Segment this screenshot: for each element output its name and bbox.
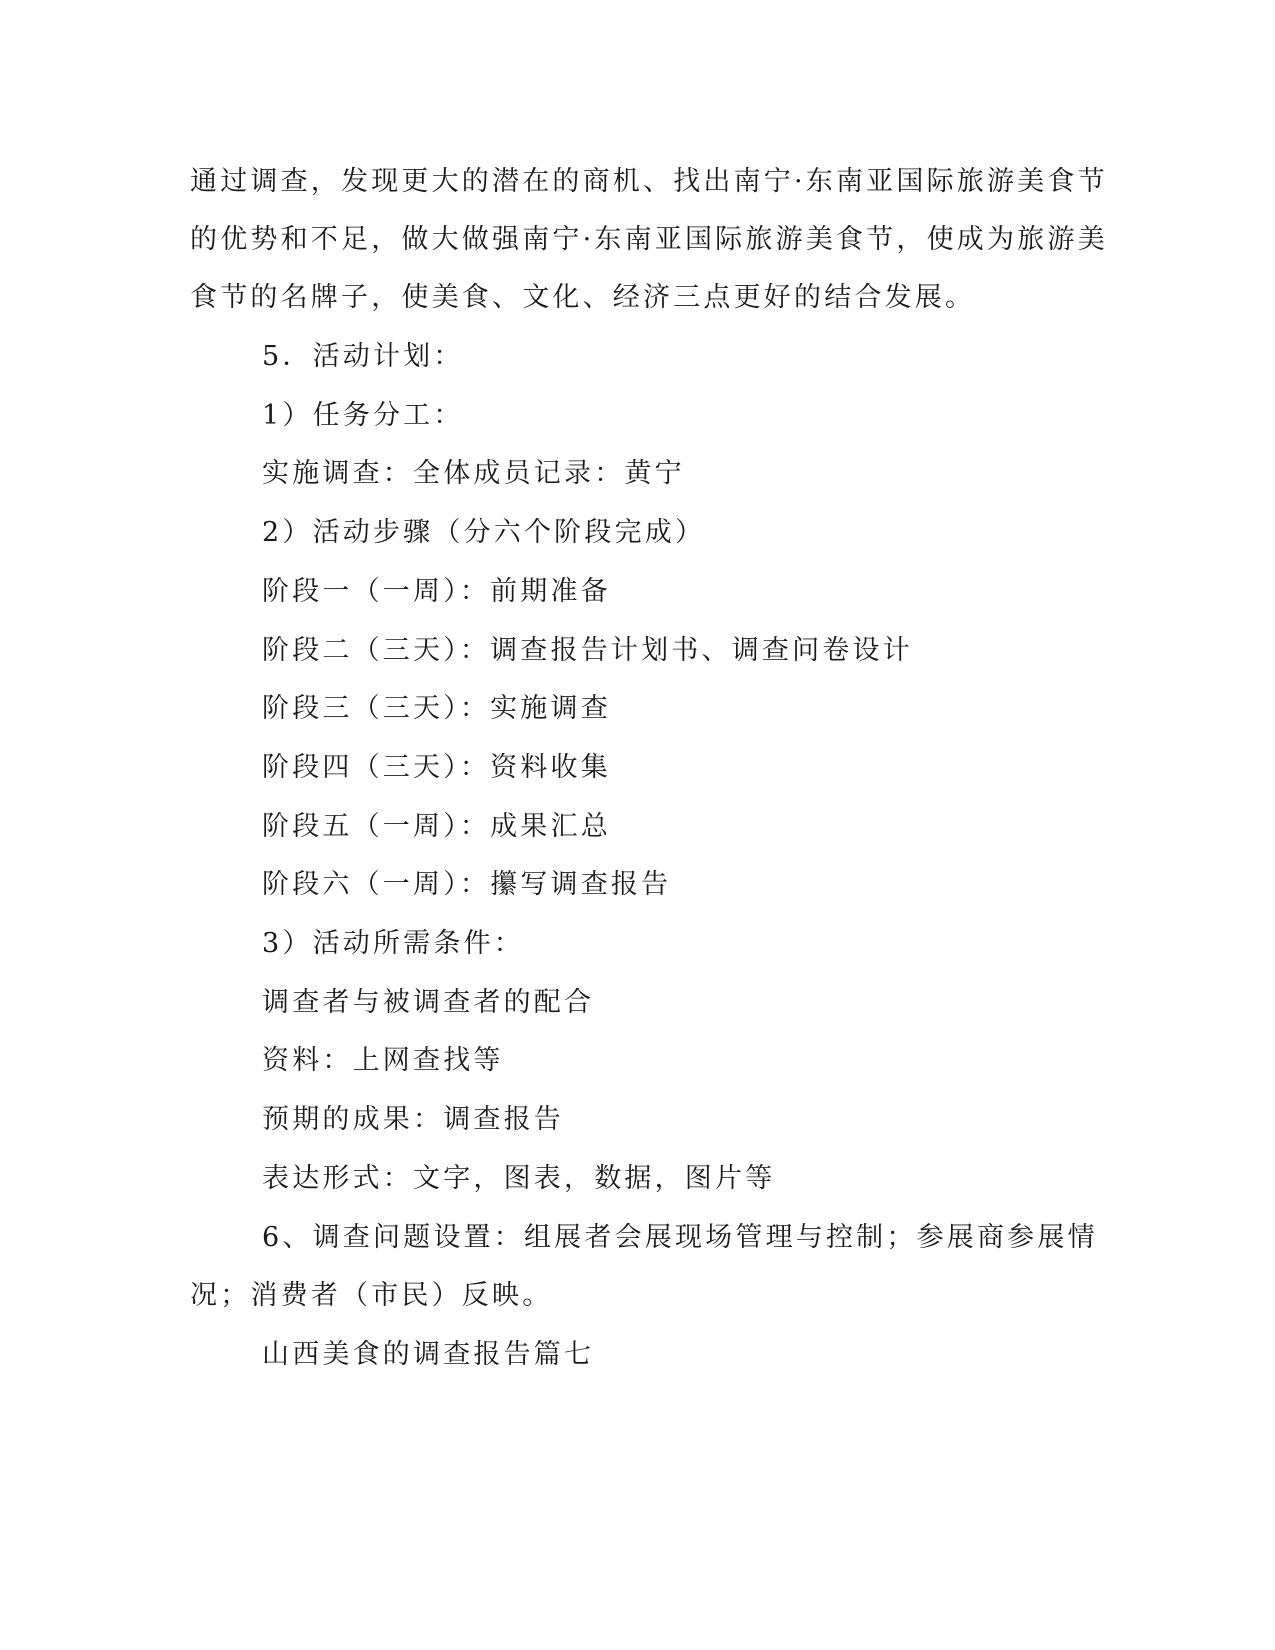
stage-six-line: 阶段六（一周）：攥写调查报告 — [262, 869, 672, 900]
section-heading-activity-plan: 5．活动计划： — [262, 341, 464, 372]
survey-questions-line-1: 6、调查问题设置：组展者会展现场管理与控制；参展商参展情 — [262, 1222, 1098, 1253]
subheading-task-division: 1）任务分工： — [262, 400, 464, 431]
stage-two-line: 阶段二（三天）：调查报告计划书、调查问卷设计 — [262, 635, 913, 666]
expression-forms-line: 表达形式：文字，图表，数据，图片等 — [262, 1163, 776, 1194]
stage-four-line: 阶段四（三天）：资料收集 — [262, 752, 611, 783]
expected-results-line: 预期的成果：调查报告 — [262, 1104, 564, 1135]
stage-one-line: 阶段一（一周）：前期准备 — [262, 576, 611, 607]
paragraph-line-2: 的优势和不足，做大做强南宁·东南亚国际旅游美食节，使成为旅游美 — [190, 224, 1108, 255]
condition-materials-line: 资料：上网查找等 — [262, 1045, 504, 1076]
subheading-activity-steps: 2）活动步骤（分六个阶段完成） — [262, 517, 706, 548]
condition-cooperation-line: 调查者与被调查者的配合 — [262, 987, 595, 1018]
report-section-title: 山西美食的调查报告篇七 — [262, 1339, 595, 1370]
subheading-required-conditions: 3）活动所需条件： — [262, 928, 524, 959]
stage-five-line: 阶段五（一周）：成果汇总 — [262, 811, 611, 842]
stage-three-line: 阶段三（三天）：实施调查 — [262, 693, 611, 724]
paragraph-line-1: 通过调查，发现更大的潜在的商机、找出南宁·东南亚国际旅游美食节 — [190, 166, 1108, 197]
paragraph-line-3: 食节的名牌子，使美食、文化、经济三点更好的结合发展。 — [190, 282, 976, 313]
survey-questions-line-2: 况；消费者（市民）反映。 — [190, 1280, 553, 1311]
task-assignment-line: 实施调查：全体成员记录：黄宁 — [262, 458, 685, 489]
